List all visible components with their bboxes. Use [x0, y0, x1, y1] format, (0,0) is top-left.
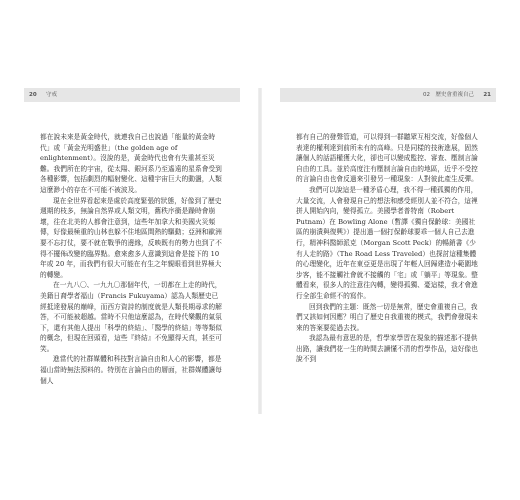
right-paragraph-2: 我們可以說這是一種矛盾心理，我不得一種孤獨的作用，大量交流，人會發現自己的想法和感受經別人並不符合，這裡拼人開始內向，變得孤立。美國學者普特南（Robert Putnam）在 Bowling Alone（暫譯《獨自保齡球：美國社區的崩潰與復興》）提出過一個打保齡球要乖一個人自己去進行，精神科醫師派克（Morgan Scott Peck）的暢銷書《少有人走的路》（The Road Less Traveled）也探討這種集體的心理變化，近年在東亞更是出現了年輕人回歸建造小範圍地步客，能不接觸社會就不接觸的「宅」或「躺平」等現象。整體看來，很多人的注意往內轉，變得孤獨、憂這樣，我才會進行全部生命經不的寫作。	[296, 185, 478, 300]
right-paragraph-4: 我認為最有意思的是，哲學家學習在現象的描述那不提供出路，讓我們花一生的時間去讀懂不清的哲學作品，這好像也說不到	[296, 334, 478, 364]
right-page	[280, 88, 496, 414]
right-paragraph-3: 回到我們的主題：既然一切是無常，歷史會重複自己，我們又該如何因應？明白了歷史自我重複的模式，我們會發現未來的答案要從過去找。	[296, 302, 478, 332]
left-paragraph-3: 在一九八〇、一九九〇那個年代，一切都在上走的時代，美籍日裔學者福山（Francis Fukuyama）認為人類歷史已經抵達發展的巔峰，而西方資詩的制度就是人類長期尋求的解答，不可能被超越。當時不只他這麼認為，在時代樂觀的氣氛下，還有其他人提出「科學的終結」、「醫學的終結」等等類似的概念，但現在回頭看，這些『終結』不免顯得天真，甚至可笑。	[40, 281, 222, 353]
right-paragraph-1: 都有自己的發聲管道，可以得到一群聽眾互相交流，好像個人表達的權利達到前所未有的高峰。只是同樣的技術進展，固然讓個人的話語權獲大化，卻也可以變成監控、審查、壓制言論自由的工具。並於高度注有壓制言論自由的地區，近乎不受控的言論自由也會反過來引發另一種現象：人對彼此產生反彈。	[296, 133, 478, 184]
left-page-body	[40, 132, 224, 386]
left-running-head: 守戒	[46, 92, 58, 98]
right-page-header	[280, 88, 496, 102]
left-page-header	[24, 88, 240, 102]
left-paragraph-1: 都在說未來是黃金時代，就連我自己也說過「能量的黃金時代」或「黃金光明盛世」（the golden age of enlightenment）。沒說的是，黃金時代也會有失重甚至災難。我們所在的宇宙，從太陽、銀河系乃至遙遠的星系會受到各種影響，包括劇烈的幅射變化、這種宇宙巨大的動盪，人類這麼渺小的存在不可能不被波及。	[40, 133, 222, 194]
left-page-number: 20	[29, 92, 37, 98]
left-paragraph-2: 現在全世界看起來是處於高度緊張的狀態，好像到了歷史週期的枝多，無論自然界或人類文明，舊秩序衝是躁時會崩壞，往在北美的人都會注意到，這些年加拿大和美國火災頻傳，好像最極重的山林也躲不住地區間熱的驅動；亞洲和歐洲要不忘打仗，要不就在戰爭的邊緣，反映既有的勢力也到了不得不擺佈改變的臨界點。愈來愈多人意識到這會是接下的 10 年或 20 年，而我們有很大可能在有生之年親眼看到世界極大的轉變。	[40, 196, 222, 279]
left-page	[24, 88, 240, 414]
right-page-body	[296, 132, 480, 365]
right-page-number: 21	[483, 92, 491, 98]
right-running-head: 02 歷史會重複自己	[423, 92, 474, 98]
book-spine	[258, 88, 262, 414]
left-paragraph-4: 進當代的社群媒體和科技對言論自由和人心的影響，都是福山當時無法預料的。特別在言論自由的層面，社群媒體讓每個人	[40, 355, 222, 385]
